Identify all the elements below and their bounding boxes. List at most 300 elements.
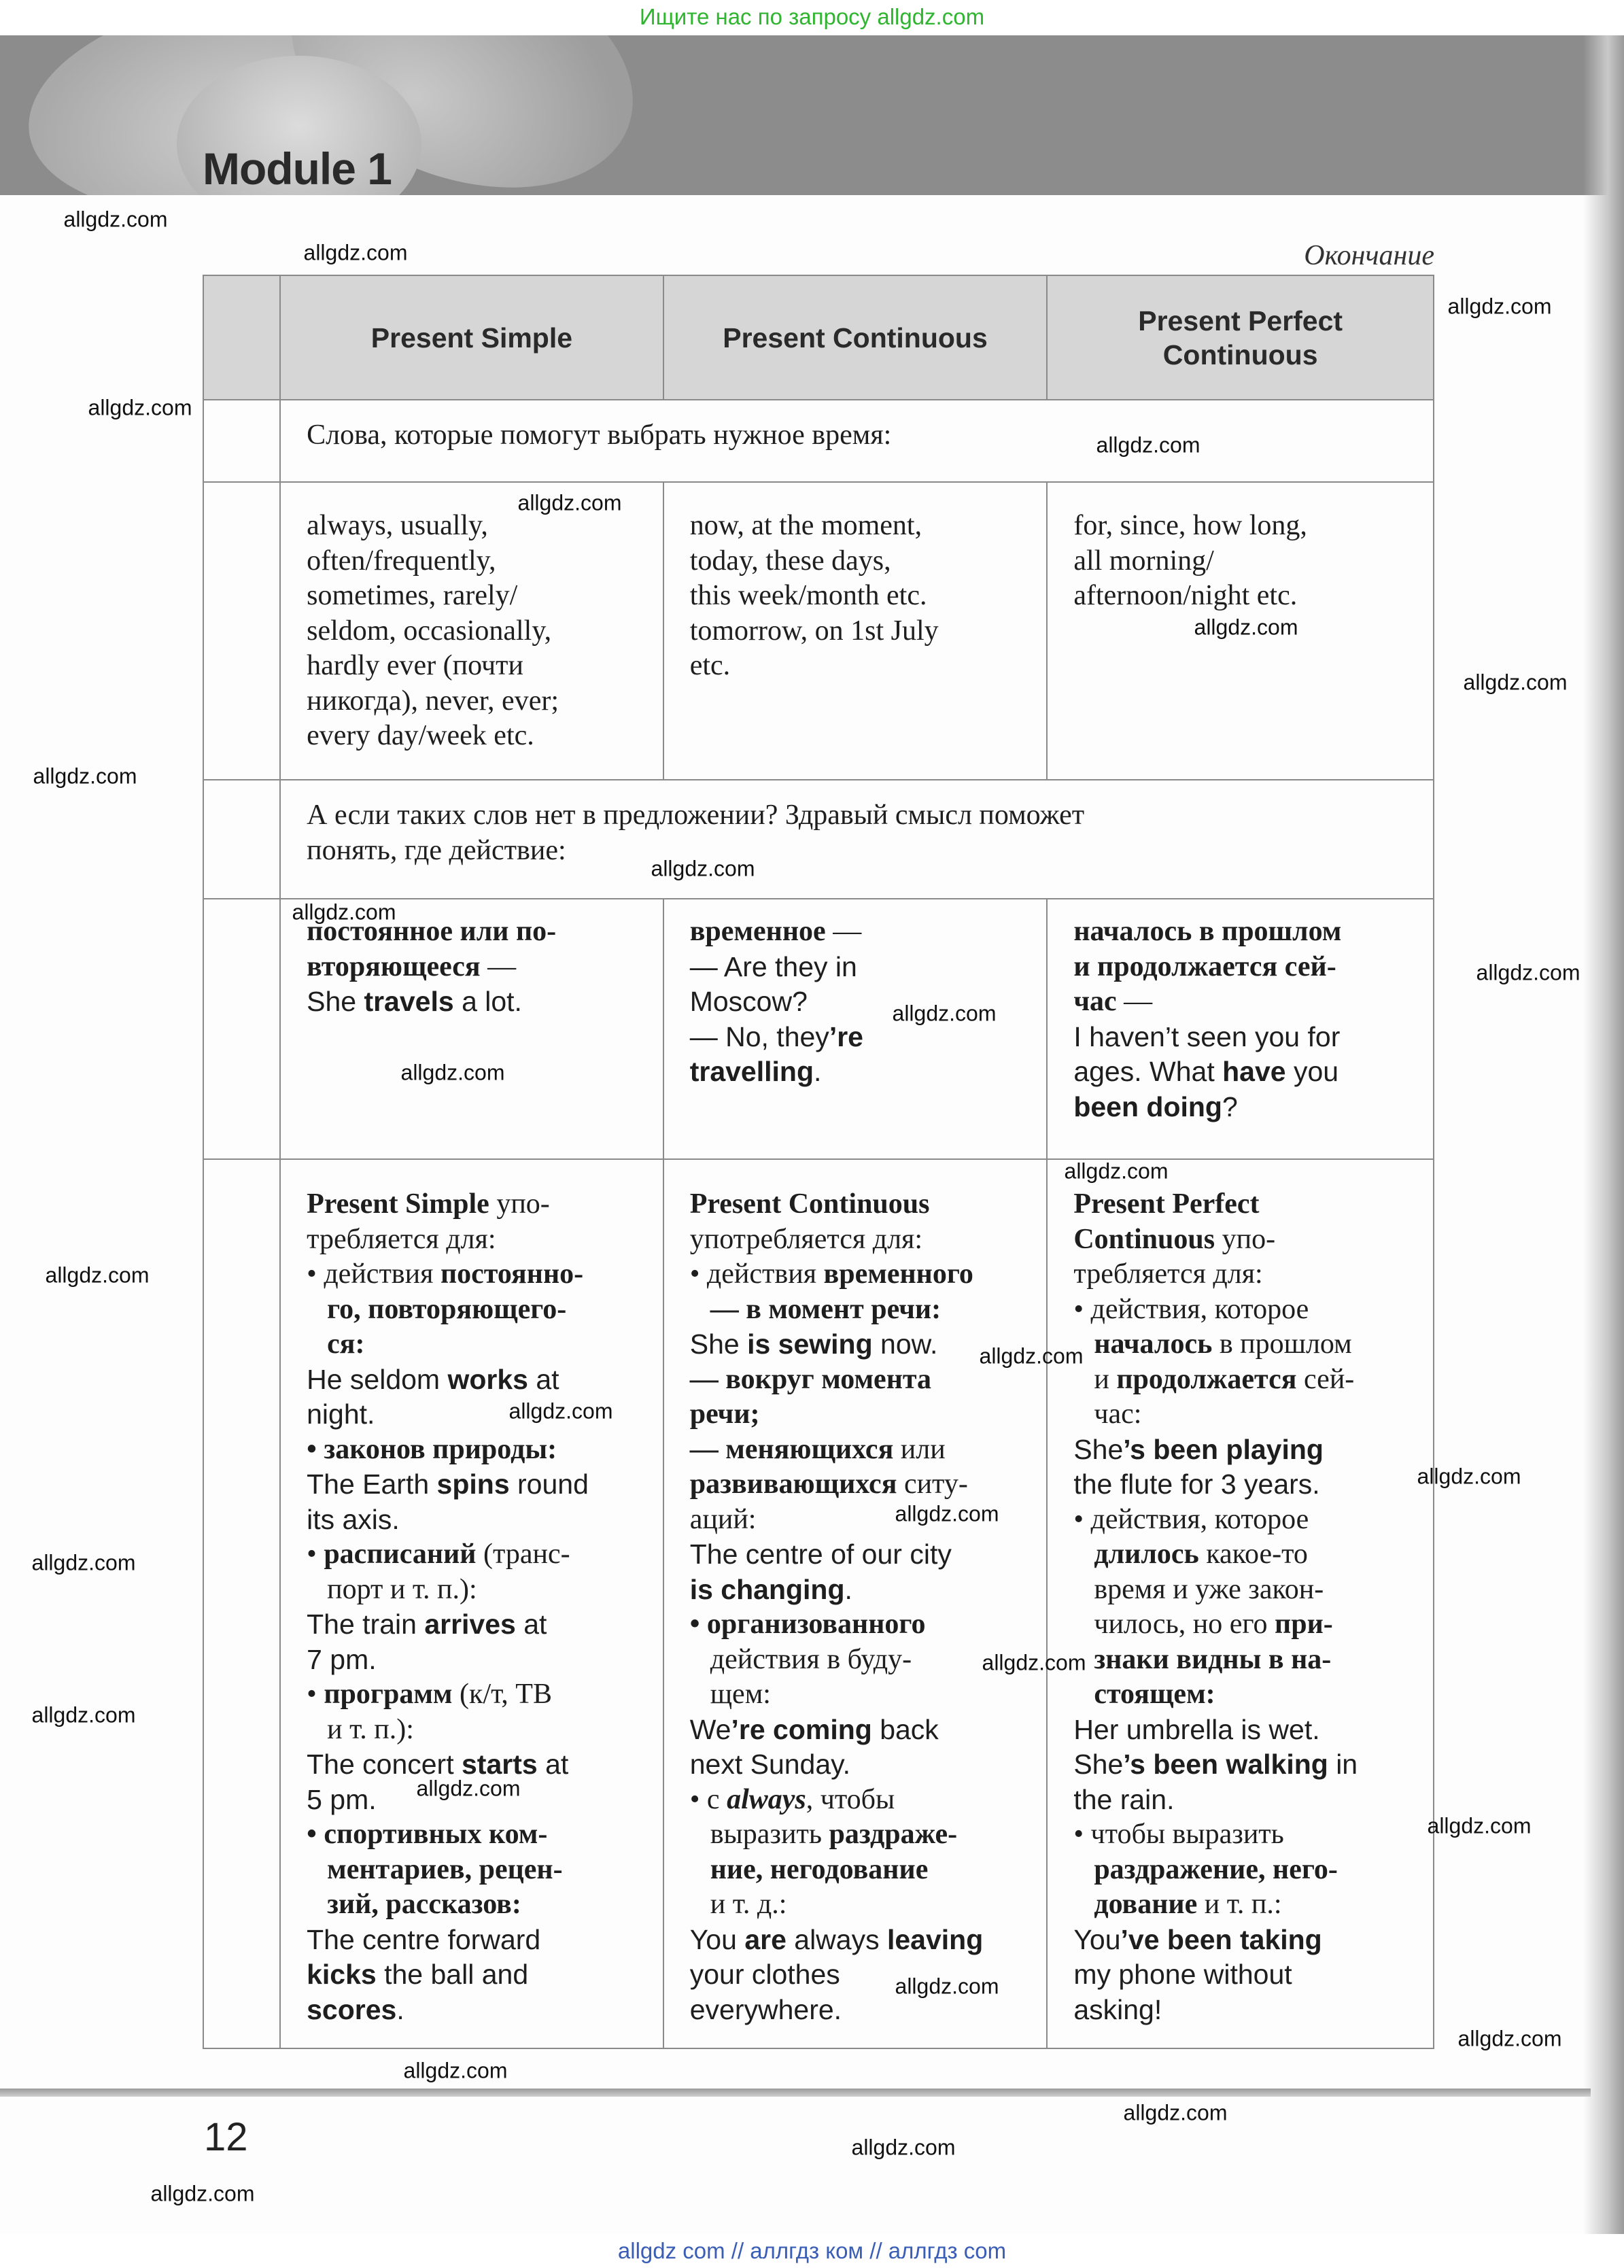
- text-run: often/frequently,: [307, 545, 496, 577]
- text-run: го, повторяющего-: [327, 1293, 567, 1325]
- text-line: [1073, 1257, 1426, 1292]
- text-line: [1073, 1292, 1426, 1328]
- watermark-text: allgdz.com: [88, 395, 192, 420]
- text-line: [307, 1993, 656, 2028]
- text-run: • чтобы выразить: [1073, 1819, 1284, 1850]
- text-line: [1073, 1187, 1426, 1222]
- text-run: употребляется для:: [689, 1223, 923, 1255]
- text-line: [307, 579, 656, 614]
- text-run: Her umbrella is wet.: [1073, 1713, 1320, 1745]
- text-line: [307, 1327, 656, 1362]
- text-run: seldom, occasionally,: [307, 615, 552, 647]
- text-run: раздражение, него-: [1094, 1853, 1338, 1885]
- text-run: have: [1222, 1056, 1286, 1087]
- watermark-text: allgdz.com: [403, 2058, 508, 2083]
- text-run: ages. What: [1073, 1056, 1223, 1087]
- text-line: [690, 544, 1040, 579]
- text-run: The centre forward: [307, 1923, 541, 1955]
- text-line: [690, 509, 1040, 544]
- text-run: next Sunday.: [689, 1749, 851, 1780]
- header-present-simple: Present Simple: [280, 275, 663, 400]
- text-run: выразить: [710, 1819, 829, 1850]
- text-run: стоящем:: [1094, 1679, 1215, 1710]
- signal-words-present-simple: [281, 483, 663, 754]
- text-line: [1073, 544, 1426, 579]
- text-line: [1073, 1853, 1426, 1888]
- module-title: Module 1: [203, 143, 392, 194]
- text-line: [1073, 1677, 1426, 1713]
- watermark-text: allgdz.com: [979, 1343, 1084, 1369]
- text-run: arrives: [424, 1609, 516, 1640]
- text-run: ситу-: [897, 1468, 968, 1500]
- text-line: [690, 1537, 1040, 1573]
- watermark-text: allgdz.com: [508, 1398, 613, 1424]
- text-run: scores: [307, 1993, 397, 2025]
- continuation-label: Окончание: [1304, 240, 1434, 271]
- text-line: [1073, 1432, 1426, 1468]
- text-line: [690, 1887, 1040, 1923]
- text-line: [1073, 1502, 1426, 1538]
- text-line: [1073, 1327, 1426, 1362]
- text-run: Present Simple: [307, 1188, 489, 1220]
- text-run: always: [786, 1923, 887, 1955]
- text-run: We: [689, 1713, 731, 1745]
- text-run: и: [1094, 1363, 1117, 1395]
- text-run: раздраже-: [829, 1819, 958, 1850]
- text-run: , чтобы: [806, 1783, 895, 1815]
- text-run: — меняющихся: [689, 1433, 894, 1465]
- text-run: ние, негодование: [710, 1853, 929, 1885]
- watermark-text: allgdz.com: [31, 1550, 136, 1575]
- text-run: •: [307, 1539, 324, 1570]
- text-line: [1073, 1643, 1426, 1678]
- text-line: [307, 1292, 656, 1328]
- text-run: ментариев, рецен-: [327, 1853, 563, 1885]
- text-run: You: [1073, 1923, 1121, 1955]
- watermark-text: allgdz.com: [1123, 2100, 1228, 2125]
- text-run: порт и т. п.):: [327, 1573, 477, 1605]
- text-run: I haven’t seen you for: [1073, 1020, 1341, 1052]
- text-run: everywhere.: [689, 1993, 842, 2025]
- table-row: [203, 1159, 1434, 2048]
- text-run: речи;: [689, 1398, 760, 1430]
- text-line: [690, 1467, 1040, 1502]
- text-line: [690, 1054, 1040, 1090]
- header-label: Present Perfect Continuous: [1138, 305, 1343, 371]
- text-run: 7 pm.: [307, 1643, 377, 1675]
- text-line: [1073, 1054, 1426, 1090]
- text-run: today, these days,: [689, 545, 891, 577]
- text-run: The concert: [307, 1749, 462, 1780]
- text-line: [307, 1607, 656, 1643]
- text-run: никогда), never, ever;: [307, 685, 559, 717]
- text-run: — Are they in: [689, 950, 857, 982]
- text-run: is sewing: [747, 1328, 873, 1360]
- text-run: The Earth: [307, 1468, 437, 1500]
- text-run: Present Perfect: [1073, 1188, 1260, 1220]
- text-line: [307, 544, 656, 579]
- text-line: [690, 579, 1040, 614]
- text-line: [307, 1467, 656, 1502]
- text-line: [690, 950, 1040, 985]
- text-run: требляется для:: [307, 1223, 496, 1255]
- text-run: продолжается: [1116, 1363, 1297, 1395]
- table-row: [203, 899, 1434, 1159]
- text-line: [1073, 1090, 1426, 1125]
- text-run: all morning/: [1073, 545, 1214, 577]
- text-run: in: [1328, 1749, 1358, 1780]
- text-line: [307, 1573, 656, 1608]
- text-run: travelling: [689, 1056, 814, 1087]
- text-run: sometimes, rarely/: [307, 580, 518, 611]
- watermark-text: allgdz.com: [1463, 670, 1568, 695]
- example-present-perfect-continuous: [1048, 899, 1433, 1124]
- text-run: сей-: [1296, 1363, 1355, 1395]
- text-run: временного: [823, 1258, 973, 1290]
- text-run: • с: [689, 1783, 727, 1815]
- watermark-text: allgdz.com: [1457, 2026, 1562, 2051]
- text-run: • действия, которое: [1073, 1503, 1309, 1535]
- text-run: Present Continuous: [689, 1188, 930, 1220]
- text-line: [1073, 1607, 1426, 1643]
- text-line: [307, 649, 656, 684]
- text-run: travels: [364, 986, 454, 1017]
- watermark-text: allgdz.com: [31, 1702, 136, 1728]
- text-line: [1073, 1020, 1426, 1055]
- text-run: (транс-: [476, 1539, 570, 1570]
- text-line: [1073, 984, 1426, 1020]
- text-line: [1073, 1993, 1426, 2028]
- usage-present-continuous: [664, 1160, 1047, 2027]
- text-run: ся:: [327, 1328, 365, 1360]
- text-line: [1073, 1467, 1426, 1502]
- table-row: [203, 400, 1434, 482]
- text-run: the flute for 3 years.: [1073, 1468, 1320, 1500]
- site-footer-note: allgdz com // аллгдз ком // аллгдз com: [0, 2234, 1624, 2268]
- text-run: She: [1073, 1749, 1124, 1780]
- text-line: [690, 1432, 1040, 1468]
- caption-line: А если таких слов нет в предложении? Здравый смысл поможет: [307, 800, 1085, 831]
- text-run: — в момент речи:: [710, 1293, 941, 1325]
- watermark-text: allgdz.com: [517, 490, 622, 515]
- text-run: • действия: [689, 1258, 824, 1290]
- text-run: She: [689, 1328, 748, 1360]
- text-line: [690, 1713, 1040, 1748]
- text-line: [307, 1362, 656, 1398]
- text-line: [1073, 950, 1426, 985]
- watermark-text: allgdz.com: [895, 1501, 999, 1526]
- text-run: щем:: [710, 1679, 771, 1710]
- text-run: spins: [436, 1468, 510, 1500]
- text-line: [690, 649, 1040, 684]
- text-run: back: [871, 1713, 939, 1745]
- text-run: every day/week etc.: [307, 720, 534, 751]
- text-run: — No, they: [689, 1020, 829, 1052]
- text-run: you: [1285, 1056, 1339, 1087]
- text-run: постоянно-: [440, 1258, 584, 1290]
- watermark-text: allgdz.com: [416, 1776, 521, 1801]
- text-run: (к/т, ТВ: [452, 1679, 552, 1710]
- text-run: ’re coming: [731, 1713, 872, 1745]
- watermark-text: allgdz.com: [651, 856, 755, 881]
- text-run: always, usually,: [307, 510, 488, 541]
- text-line: [1073, 1957, 1426, 1993]
- text-run: упо-: [1215, 1223, 1276, 1255]
- text-run: the ball and: [376, 1959, 529, 1990]
- text-run: ’s been walking: [1123, 1749, 1328, 1780]
- text-line: [307, 1923, 656, 1958]
- text-run: She: [307, 986, 364, 1017]
- text-line: [307, 1257, 656, 1292]
- text-run: дование: [1094, 1889, 1198, 1920]
- text-run: your clothes: [689, 1959, 840, 1990]
- text-run: The train: [307, 1609, 425, 1640]
- text-line: [690, 914, 1040, 950]
- text-line: [307, 950, 656, 985]
- text-run: расписаний: [324, 1539, 477, 1570]
- text-line: [307, 1187, 656, 1222]
- text-run: началось: [1094, 1328, 1213, 1360]
- text-run: аций:: [689, 1503, 757, 1535]
- text-run: час:: [1094, 1398, 1142, 1430]
- tenses-table: [203, 275, 1434, 2049]
- text-run: • действия: [307, 1258, 440, 1290]
- watermark-text: allgdz.com: [895, 1974, 999, 1999]
- text-line: [307, 1537, 656, 1573]
- text-line: [1073, 1747, 1426, 1783]
- text-line: [307, 1817, 656, 1853]
- caption-line: понять, где действие:: [307, 834, 566, 866]
- text-line: [307, 1502, 656, 1538]
- text-run: leaving: [886, 1923, 984, 1955]
- no-words-caption: [281, 780, 1433, 868]
- text-line: [690, 1607, 1040, 1643]
- text-line: [1073, 1887, 1426, 1923]
- signal-words-present-continuous: [664, 483, 1047, 684]
- text-line: [690, 1397, 1040, 1432]
- watermark-text: allgdz.com: [1427, 1813, 1532, 1838]
- text-run: kicks: [307, 1959, 377, 1990]
- text-line: [690, 1677, 1040, 1713]
- text-run: ’ve been taking: [1120, 1923, 1322, 1955]
- text-line: [690, 1923, 1040, 1958]
- watermark-text: allgdz.com: [892, 1001, 997, 1026]
- text-run: длилось: [1094, 1539, 1199, 1570]
- text-run: и продолжается сей-: [1073, 950, 1336, 982]
- text-run: etc.: [689, 650, 731, 681]
- watermark-text: allgdz.com: [303, 240, 408, 265]
- text-line: [690, 614, 1040, 649]
- text-run: asking!: [1073, 1993, 1162, 2025]
- text-run: • законов природы:: [307, 1433, 557, 1465]
- signal-words-present-perfect-continuous: [1048, 483, 1433, 614]
- text-run: и т. п.:: [1197, 1889, 1282, 1920]
- text-run: Moscow?: [689, 986, 808, 1017]
- watermark-text: allgdz.com: [851, 2135, 956, 2160]
- text-run: afternoon/night etc.: [1073, 580, 1298, 611]
- text-line: [1073, 1817, 1426, 1853]
- watermark-text: allgdz.com: [1417, 1464, 1521, 1489]
- text-run: works: [447, 1363, 528, 1395]
- watermark-text: allgdz.com: [45, 1262, 150, 1288]
- text-run: this week/month etc.: [689, 580, 927, 611]
- text-run: round: [509, 1468, 589, 1500]
- text-line: [307, 1957, 656, 1993]
- text-run: .: [814, 1056, 822, 1087]
- text-line: [1073, 1222, 1426, 1258]
- usage-present-perfect-continuous: [1048, 1160, 1433, 2027]
- page-number: 12: [204, 2115, 248, 2159]
- text-run: знаки видны в на-: [1094, 1643, 1332, 1675]
- usage-present-simple: [281, 1160, 663, 2027]
- site-search-note: Ищите нас по запросу allgdz.com: [0, 0, 1624, 34]
- text-line: [307, 1222, 656, 1258]
- text-run: —: [480, 950, 517, 982]
- text-line: [690, 1257, 1040, 1292]
- text-run: are: [744, 1923, 787, 1955]
- text-run: постоянное или по-: [307, 916, 557, 947]
- text-run: при-: [1275, 1609, 1333, 1640]
- text-run: hardly ever (почти: [307, 650, 524, 681]
- text-run: .: [844, 1573, 852, 1605]
- text-run: и т. д.:: [710, 1889, 787, 1920]
- text-line: [307, 1643, 656, 1678]
- text-run: Continuous: [1073, 1223, 1215, 1255]
- text-run: He seldom: [307, 1363, 448, 1395]
- text-run: какое-то: [1198, 1539, 1308, 1570]
- watermark-text: allgdz.com: [1447, 294, 1552, 319]
- text-run: в прошлом: [1212, 1328, 1352, 1360]
- text-run: и т. п.):: [327, 1713, 414, 1745]
- watermark-text: allgdz.com: [63, 207, 168, 232]
- text-line: [690, 1817, 1040, 1853]
- text-run: или: [893, 1433, 946, 1465]
- footer-divider: [0, 2089, 1591, 2097]
- text-line: [307, 1853, 656, 1888]
- text-run: действия в буду-: [710, 1643, 912, 1675]
- text-line: [690, 1187, 1040, 1222]
- text-run: now.: [872, 1328, 938, 1360]
- text-run: the rain.: [1073, 1783, 1175, 1815]
- text-run: —: [825, 916, 862, 947]
- text-run: час: [1073, 986, 1117, 1017]
- watermark-text: allgdz.com: [1194, 615, 1298, 640]
- watermark-text: allgdz.com: [33, 763, 137, 789]
- text-line: [307, 1432, 656, 1468]
- text-run: зий, рассказов:: [327, 1889, 521, 1920]
- text-run: been doing: [1073, 1090, 1222, 1122]
- text-line: [690, 1853, 1040, 1888]
- text-run: программ: [324, 1679, 453, 1710]
- text-run: starts: [462, 1749, 538, 1780]
- text-run: •: [307, 1679, 324, 1710]
- words-caption: Слова, которые помогут выбрать нужное время:: [307, 419, 892, 451]
- text-run: ?: [1222, 1090, 1238, 1122]
- text-line: [1073, 914, 1426, 950]
- text-run: —: [1116, 986, 1153, 1017]
- header-present-continuous: Present Continuous: [663, 275, 1048, 400]
- text-line: [307, 684, 656, 719]
- text-run: началось в прошлом: [1073, 916, 1342, 947]
- watermark-text: allgdz.com: [292, 899, 396, 925]
- text-line: [307, 1677, 656, 1713]
- book-spine-shadow: [1583, 35, 1624, 2268]
- text-line: [690, 1573, 1040, 1608]
- text-run: время и уже закон-: [1094, 1573, 1324, 1605]
- text-line: [690, 1747, 1040, 1783]
- text-run: now, at the moment,: [689, 510, 922, 541]
- text-line: [1073, 579, 1426, 614]
- text-line: [1073, 1397, 1426, 1432]
- watermark-text: allgdz.com: [982, 1650, 1086, 1675]
- text-run: at: [528, 1363, 559, 1395]
- watermark-text: allgdz.com: [1064, 1158, 1169, 1184]
- text-run: требляется для:: [1073, 1258, 1263, 1290]
- text-run: at: [515, 1609, 547, 1640]
- text-line: [307, 614, 656, 649]
- text-line: [307, 1713, 656, 1748]
- text-run: its axis.: [307, 1503, 400, 1535]
- text-run: She: [1073, 1433, 1124, 1465]
- text-line: [1073, 1923, 1426, 1958]
- text-line: [307, 719, 656, 754]
- text-run: at: [537, 1749, 569, 1780]
- text-run: night.: [307, 1398, 375, 1430]
- table-row: [203, 780, 1434, 899]
- text-line: [690, 1222, 1040, 1258]
- table-header-row: [203, 275, 1434, 400]
- watermark-text: allgdz.com: [1096, 432, 1200, 458]
- header-band: [0, 35, 1624, 195]
- text-run: You: [689, 1923, 745, 1955]
- text-run: чилось, но его: [1094, 1609, 1275, 1640]
- text-run: a lot.: [453, 986, 522, 1017]
- text-line: [1073, 1362, 1426, 1398]
- text-line: [690, 1292, 1040, 1328]
- text-run: • организованного: [689, 1609, 926, 1640]
- watermark-text: allgdz.com: [150, 2181, 255, 2206]
- text-line: [1073, 509, 1426, 544]
- text-run: for, since, how long,: [1073, 510, 1307, 541]
- text-run: tomorrow, on 1st July: [689, 615, 939, 647]
- text-line: [690, 1783, 1040, 1818]
- text-run: is changing: [689, 1573, 845, 1605]
- example-present-continuous: [664, 899, 1047, 1090]
- text-run: • действия, которое: [1073, 1293, 1309, 1325]
- text-run: развивающихся: [689, 1468, 897, 1500]
- text-line: [307, 984, 656, 1020]
- text-run: The centre of our city: [689, 1539, 952, 1570]
- text-line: [307, 1887, 656, 1923]
- text-run: вторяющееся: [307, 950, 481, 982]
- text-line: [1073, 1537, 1426, 1573]
- watermark-text: allgdz.com: [400, 1060, 505, 1085]
- text-line: [1073, 1713, 1426, 1748]
- text-run: my phone without: [1073, 1959, 1292, 1990]
- text-run: 5 pm.: [307, 1783, 377, 1815]
- text-run: — вокруг момента: [689, 1363, 932, 1395]
- text-run: • спортивных ком-: [307, 1819, 548, 1850]
- watermark-text: allgdz.com: [1476, 960, 1580, 985]
- text-run: always: [727, 1783, 806, 1815]
- text-run: временное: [689, 916, 826, 947]
- text-run: ’re: [829, 1020, 863, 1052]
- text-line: [1073, 1573, 1426, 1608]
- text-line: [1073, 1783, 1426, 1818]
- text-run: упо-: [489, 1188, 550, 1220]
- header-present-perfect-continuous: [1047, 275, 1434, 400]
- text-run: .: [396, 1993, 404, 2025]
